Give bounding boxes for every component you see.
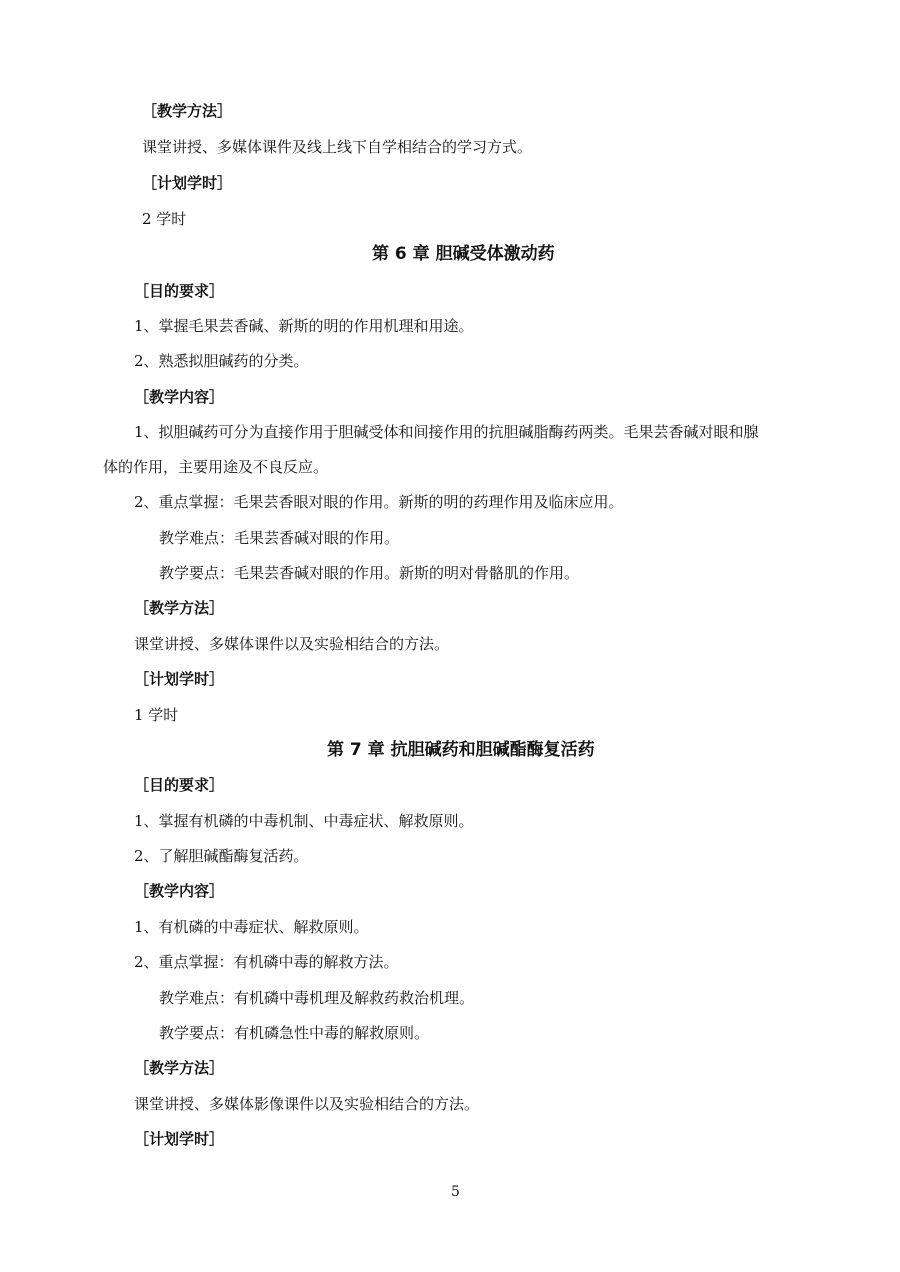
ch7-content-heading: ［教学内容］ [134,882,225,900]
ch6-method-heading: ［教学方法］ [134,599,225,617]
ch7-content-1: 1、有机磷的中毒症状、解救原则。 [134,918,369,936]
ch7-method-text: 课堂讲授、多媒体影像课件以及实验相结合的方法。 [134,1095,480,1113]
ch6-keypoint: 教学要点：毛果芸香碱对眼的作用。新斯的明对骨骼肌的作用。 [159,564,580,582]
ch6-difficulty: 教学难点：毛果芸香碱对眼的作用。 [159,529,400,547]
planned-hours-heading: ［计划学时］ [142,174,233,192]
ch6-content-2: 2、重点掌握：毛果芸香眼对眼的作用。新斯的明的药理作用及临床应用。 [134,493,624,511]
ch6-goal-1: 1、掌握毛果芸香碱、新斯的明的作用机理和用途。 [134,317,474,335]
ch7-keypoint: 教学要点：有机磷急性中毒的解救原则。 [159,1024,430,1042]
planned-hours-text: 2 学时 [142,210,187,228]
ch6-content-heading: ［教学内容］ [134,388,225,406]
ch7-method-heading: ［教学方法］ [134,1059,225,1077]
ch6-content-1b: 体的作用，主要用途及不良反应。 [103,458,329,476]
ch6-hours-heading: ［计划学时］ [134,670,225,688]
chapter-6-title: 第 6 章 胆碱受体激动药 [372,244,555,264]
teaching-method-text: 课堂讲授、多媒体课件及线上线下自学相结合的学习方式。 [142,138,533,156]
teaching-method-heading: ［教学方法］ [142,102,233,120]
ch7-difficulty: 教学难点：有机磷中毒机理及解救药救治机理。 [159,989,475,1007]
ch7-goal-1: 1、掌握有机磷的中毒机制、中毒症状、解救原则。 [134,812,474,830]
ch6-goal-2: 2、熟悉拟胆碱药的分类。 [134,352,309,370]
ch6-method-text: 课堂讲授、多媒体课件以及实验相结合的方法。 [134,635,450,653]
ch6-hours-text: 1 学时 [134,706,179,724]
ch6-content-1a: 1、拟胆碱药可分为直接作用于胆碱受体和间接作用的抗胆碱脂酶药两类。毛果芸香碱对眼和腺 [134,423,759,441]
chapter-7-title: 第 7 章 抗胆碱药和胆碱酯酶复活药 [327,740,595,760]
ch6-goal-heading: ［目的要求］ [134,282,225,300]
ch7-goal-2: 2、了解胆碱酯酶复活药。 [134,847,309,865]
ch7-goal-heading: ［目的要求］ [134,776,225,794]
ch7-hours-heading: ［计划学时］ [134,1130,225,1148]
page-number: 5 [451,1184,460,1200]
ch7-content-2: 2、重点掌握：有机磷中毒的解救方法。 [134,953,399,971]
